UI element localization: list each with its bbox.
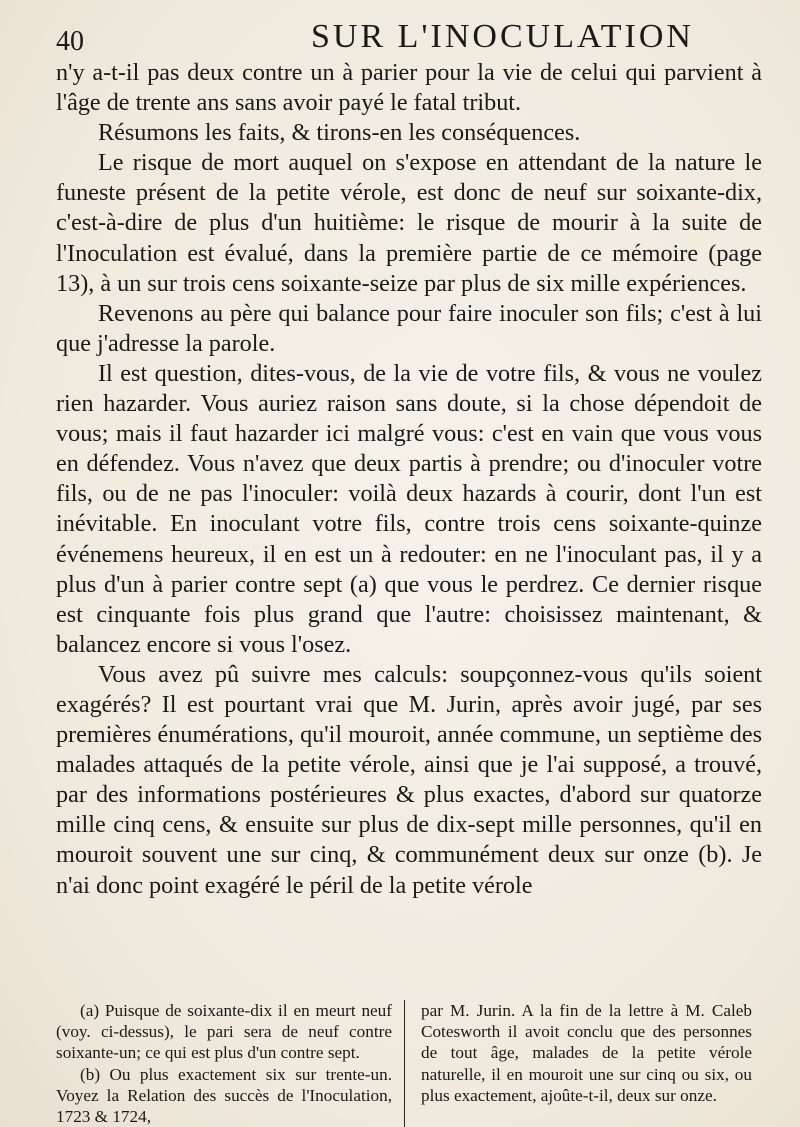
main-text: [56, 58, 762, 901]
page-number: 40: [56, 26, 84, 57]
footnote-a: (a) Puisque de soixante-dix il en meurt neuf (voy. ci-dessus), le pari sera de neuf contre soixante-un; ce qui est plus d'un contre sept.: [56, 1001, 392, 1063]
page-header: [56, 10, 760, 57]
footnote-b: (b) Ou plus exactement six sur trente-un. Voyez la Relation des succès de l'Inoculation, 1723 & 1724,: [56, 1064, 392, 1127]
paragraph: Il est question, dites-vous, de la vie de votre fils, & vous ne voulez rien hazarder. Vous auriez raison sans doute, si la chose dépendoit de vous; mais il faut hazarder ici malgré vous: c'est en vain que vous vous en défendez. Vous n'avez que deux partis à prendre; ou d'inoculer votre fils, ou de ne pas l'inoculer: voilà deux hazards à courir, dont l'un est inévitable. En inoculant votre fils, contre trois cens soixante-quinze événemens heureux, il en est un à redouter: en ne l'inoculant pas, il y a plus d'un à parier contre sept (a) que vous le perdrez. Ce dernier risque est cinquante fois plus grand que l'autre: choisissez maintenant, & balancez encore si vous l'osez.: [56, 359, 762, 658]
running-head: SUR L'INOCULATION: [311, 18, 694, 55]
paragraph: Vous avez pû suivre mes calculs: soupçonnez-vous qu'ils soient exagérés? Il est pourtant vrai que M. Jurin, après avoir jugé, par ses premières énumérations, qu'il mouroit, année commune, un septième des malades attaqués de la petite vérole, ainsi que je l'ai supposé, a trouvé, par des informations postérieures & plus exactes, d'abord sur quatorze mille cinq cens, & ensuite sur plus de dix-sept mille personnes, qu'il en mouroit souvent une sur cinq, & communément deux sur onze (b). Je n'ai donc point exagéré le péril de la petite vérole: [56, 660, 762, 899]
footnotes-right-column: [404, 1000, 752, 1127]
footnotes: [56, 1000, 762, 1127]
paragraph: Le risque de mort auquel on s'expose en attendant de la nature le funeste présent de la petite vérole, est donc de neuf sur soixante-dix, c'est-à-dire de plus d'un huitième: le risque de mourir à la suite de l'Inoculation est évalué, dans la première partie de ce mémoire (page 13), à un sur trois cens soixante-seize par plus de six mille expériences.: [56, 149, 762, 297]
footnote-b-continued: par M. Jurin. A la fin de la lettre à M. Caleb Cotesworth il avoit conclu que des personnes de tout âge, malades de la petite vérole naturelle, il en mouroit une sur cinq ou six, ou plus exactement, ajoûte-t-il, deux sur onze.: [421, 1001, 752, 1105]
paragraph: Revenons au père qui balance pour faire inoculer son fils; c'est à lui que j'adresse la parole.: [56, 299, 762, 357]
paragraph: Résumons les faits, & tirons-en les conséquences.: [98, 119, 581, 147]
paragraph: n'y a-t-il pas deux contre un à parier pour la vie de celui qui parvient à l'âge de trente ans sans avoir payé le fatal tribut.: [56, 59, 762, 117]
footnotes-left-column: [56, 1000, 404, 1127]
